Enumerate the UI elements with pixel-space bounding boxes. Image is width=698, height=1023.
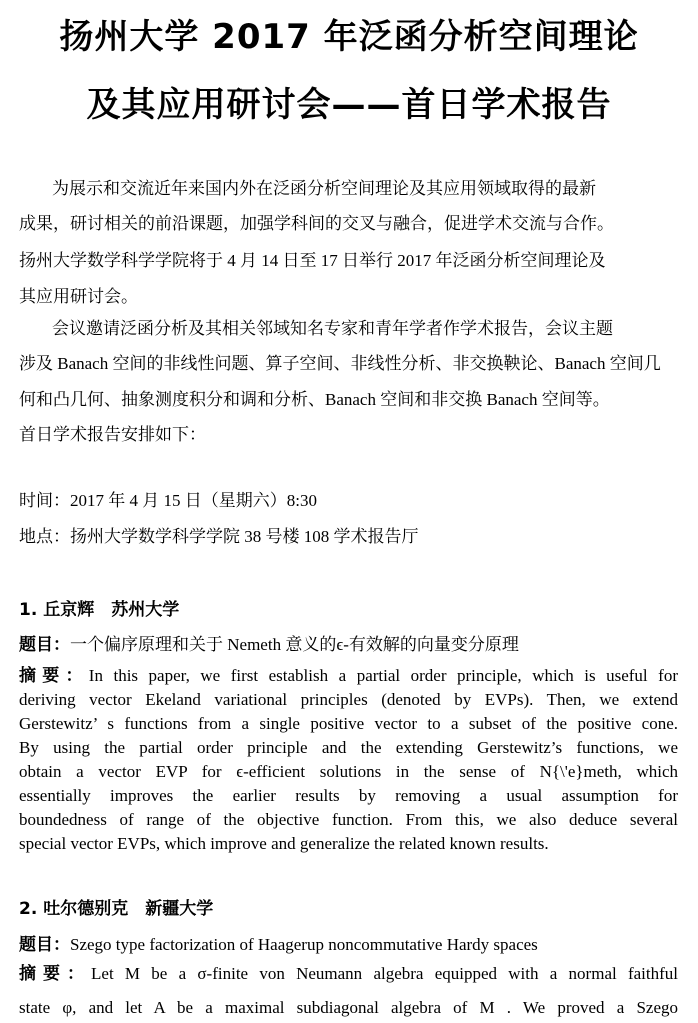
intro-paragraph-1-line: 成果，研讨相关的前沿课题，加强学科间的交叉与融合，促进学术交流与合作。: [19, 214, 614, 233]
talk-1-title: 一个偏序原理和关于 Nemeth 意义的ϵ-有效解的向量变分原理: [70, 635, 519, 654]
talk-2-speaker: 2. 吐尔德别克 新疆大学: [19, 899, 214, 919]
intro-paragraph-2-line: 会议邀请泛函分析及其相关邻域知名专家和青年学者作学术报告，会议主题: [52, 319, 613, 338]
intro-paragraph-2-line: 首日学术报告安排如下：: [19, 425, 206, 444]
intro-paragraph-1-line: 为展示和交流近年来国内外在泛函分析空间理论及其应用领域取得的最新: [52, 179, 596, 198]
intro-paragraph-1-line: 其应用研讨会。: [19, 287, 138, 306]
talk-2-abstract-row: [19, 963, 678, 985]
talk-1-abstract-line: essentially improves the earlier results by removing a usual assumption for: [19, 786, 678, 805]
talk-1-title-label: 题目：: [19, 635, 70, 655]
intro-paragraph-1-line: 扬州大学数学科学学院将于 4 月 14 日至 17 日举行 2017 年泛函分析空间理论及: [19, 251, 606, 270]
talk-1-title-row: [19, 634, 678, 656]
talk-2-title-row: [19, 934, 678, 956]
intro-paragraph-2-line: 何和凸几何、抽象测度积分和调和分析、Banach 空间和非交换 Banach 空间等。: [19, 390, 610, 409]
talk-1-abstract-line: deriving vector Ekeland variational principles (denoted by EVPs). Then, we extend: [19, 690, 678, 709]
schedule-time: 时间：2017 年 4 月 15 日（星期六）8:30: [19, 491, 317, 510]
talk-2-abstract-line: Let M be a σ-finite von Neumann algebra equipped with a normal faithful: [91, 964, 678, 983]
talk-2-title-label: 题目：: [19, 935, 70, 955]
talk-1-abstract-line: special vector EVPs, which improve and generalize the related known results.: [19, 834, 549, 853]
talk-1-abstract-line: By using the partial order principle and the extending Gerstewitz’s functions, we: [19, 738, 678, 757]
talk-1-abstract-line: Gerstewitz’ s functions from a single positive vector to a subset of the positive cone.: [19, 714, 678, 733]
intro-paragraph-2-line: 涉及 Banach 空间的非线性问题、算子空间、非线性分析、非交换鞅论、Banach 空间几: [19, 354, 661, 373]
document-title-line-1: 扬州大学 2017 年泛函分析空间理论: [59, 17, 639, 57]
talk-1-abstract-line: boundedness of range of the objective function. From this, we also deduce several: [19, 810, 678, 829]
talk-1-abstract-row: [19, 665, 678, 687]
talk-1-abstract-line: obtain a vector EVP for ϵ-efficient solutions in the sense of N{\'e}meth, which: [19, 762, 678, 781]
talk-1-abstract-label: 摘要：: [19, 666, 89, 686]
schedule-place: 地点：扬州大学数学科学学院 38 号楼 108 学术报告厅: [19, 527, 419, 546]
talk-2-abstract-line: state φ, and let A be a maximal subdiagonal algebra of M . We proved a Szego: [19, 998, 678, 1017]
talk-1-speaker: 1. 丘京辉 苏州大学: [19, 600, 180, 620]
talk-1-abstract-line: In this paper, we first establish a partial order principle, which is useful for: [88, 666, 678, 685]
talk-2-title: Szego type factorization of Haagerup noncommutative Hardy spaces: [70, 935, 538, 954]
document-title-line-2: 及其应用研讨会——首日学术报告: [86, 85, 612, 125]
talk-2-abstract-label: 摘要：: [19, 964, 92, 984]
